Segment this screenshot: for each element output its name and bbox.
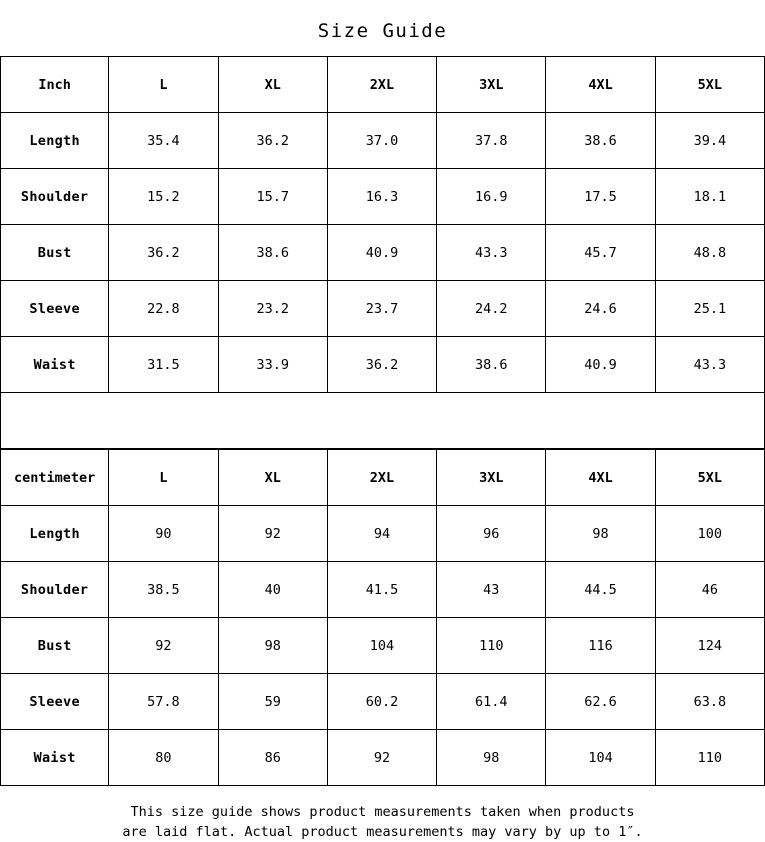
table-cell: 24.2 [437,281,546,337]
table-cell: 39.4 [655,113,764,169]
table-row [1,506,765,562]
row-label: Waist [1,730,109,786]
column-header: 3XL [437,450,546,506]
table-cell: 98 [546,506,655,562]
table-cell: 24.6 [546,281,655,337]
table-cell: 38.6 [437,337,546,393]
table-cell: 33.9 [218,337,327,393]
footer-note [0,786,765,842]
table-cell: 92 [327,730,436,786]
row-label: Waist [1,337,109,393]
table-cell: 40.9 [546,337,655,393]
column-header: 3XL [437,57,546,113]
table-row [1,730,765,786]
table-row [1,674,765,730]
table-cell: 38.6 [218,225,327,281]
row-label: Sleeve [1,674,109,730]
table-cell: 40.9 [327,225,436,281]
table-header-row [1,450,765,506]
column-header: XL [218,450,327,506]
table-cell: 16.9 [437,169,546,225]
table-cell: 98 [437,730,546,786]
table-cell: 57.8 [109,674,218,730]
table-cell: 110 [655,730,764,786]
column-header: XL [218,57,327,113]
column-header: 5XL [655,450,764,506]
inch-size-table [0,56,765,449]
table-cell: 100 [655,506,764,562]
table-cell: 45.7 [546,225,655,281]
table-cell: 62.6 [546,674,655,730]
table-cell: 98 [218,618,327,674]
table-cell: 36.2 [218,113,327,169]
row-label: Length [1,113,109,169]
table-cell: 25.1 [655,281,764,337]
table-cell: 61.4 [437,674,546,730]
table-cell: 80 [109,730,218,786]
centimeter-size-table [0,449,765,786]
table-cell: 124 [655,618,764,674]
row-label: Shoulder [1,562,109,618]
table-cell: 90 [109,506,218,562]
table-spacer-row [1,393,765,449]
unit-label-centimeter: centimeter [1,450,109,506]
table-cell: 37.8 [437,113,546,169]
table-row [1,618,765,674]
table-cell: 36.2 [327,337,436,393]
table-cell: 37.0 [327,113,436,169]
table-row [1,113,765,169]
table-cell: 18.1 [655,169,764,225]
table-header-row [1,57,765,113]
row-label: Shoulder [1,169,109,225]
table-cell: 23.7 [327,281,436,337]
column-header: 4XL [546,57,655,113]
table-cell: 104 [546,730,655,786]
column-header: 2XL [327,57,436,113]
table-cell: 38.6 [546,113,655,169]
table-cell: 23.2 [218,281,327,337]
table-cell: 17.5 [546,169,655,225]
unit-label-inch: Inch [1,57,109,113]
column-header: 4XL [546,450,655,506]
row-label: Bust [1,618,109,674]
table-cell: 94 [327,506,436,562]
table-cell: 43.3 [655,337,764,393]
table-cell: 22.8 [109,281,218,337]
table-cell: 15.2 [109,169,218,225]
table-cell: 40 [218,562,327,618]
row-label: Sleeve [1,281,109,337]
page-title: Size Guide [317,20,448,42]
table-cell: 59 [218,674,327,730]
table-cell: 104 [327,618,436,674]
table-row [1,169,765,225]
spacer-cell [1,393,765,449]
column-header: 5XL [655,57,764,113]
table-row [1,225,765,281]
table-cell: 92 [109,618,218,674]
column-header: L [109,57,218,113]
table-cell: 63.8 [655,674,764,730]
table-row [1,281,765,337]
table-cell: 15.7 [218,169,327,225]
table-cell: 43 [437,562,546,618]
table-cell: 43.3 [437,225,546,281]
table-row [1,562,765,618]
table-cell: 16.3 [327,169,436,225]
table-cell: 36.2 [109,225,218,281]
table-cell: 46 [655,562,764,618]
table-row [1,337,765,393]
table-cell: 92 [218,506,327,562]
row-label: Length [1,506,109,562]
table-cell: 35.4 [109,113,218,169]
table-cell: 96 [437,506,546,562]
table-cell: 60.2 [327,674,436,730]
table-cell: 48.8 [655,225,764,281]
table-cell: 41.5 [327,562,436,618]
table-cell: 38.5 [109,562,218,618]
table-cell: 116 [546,618,655,674]
footer-note-line-2: are laid flat. Actual product measurements may vary by up to 1″. [122,824,643,840]
table-cell: 44.5 [546,562,655,618]
table-cell: 86 [218,730,327,786]
column-header: L [109,450,218,506]
footer-note-line-1: This size guide shows product measurements taken when products [130,804,635,820]
table-cell: 110 [437,618,546,674]
row-label: Bust [1,225,109,281]
table-cell: 31.5 [109,337,218,393]
column-header: 2XL [327,450,436,506]
